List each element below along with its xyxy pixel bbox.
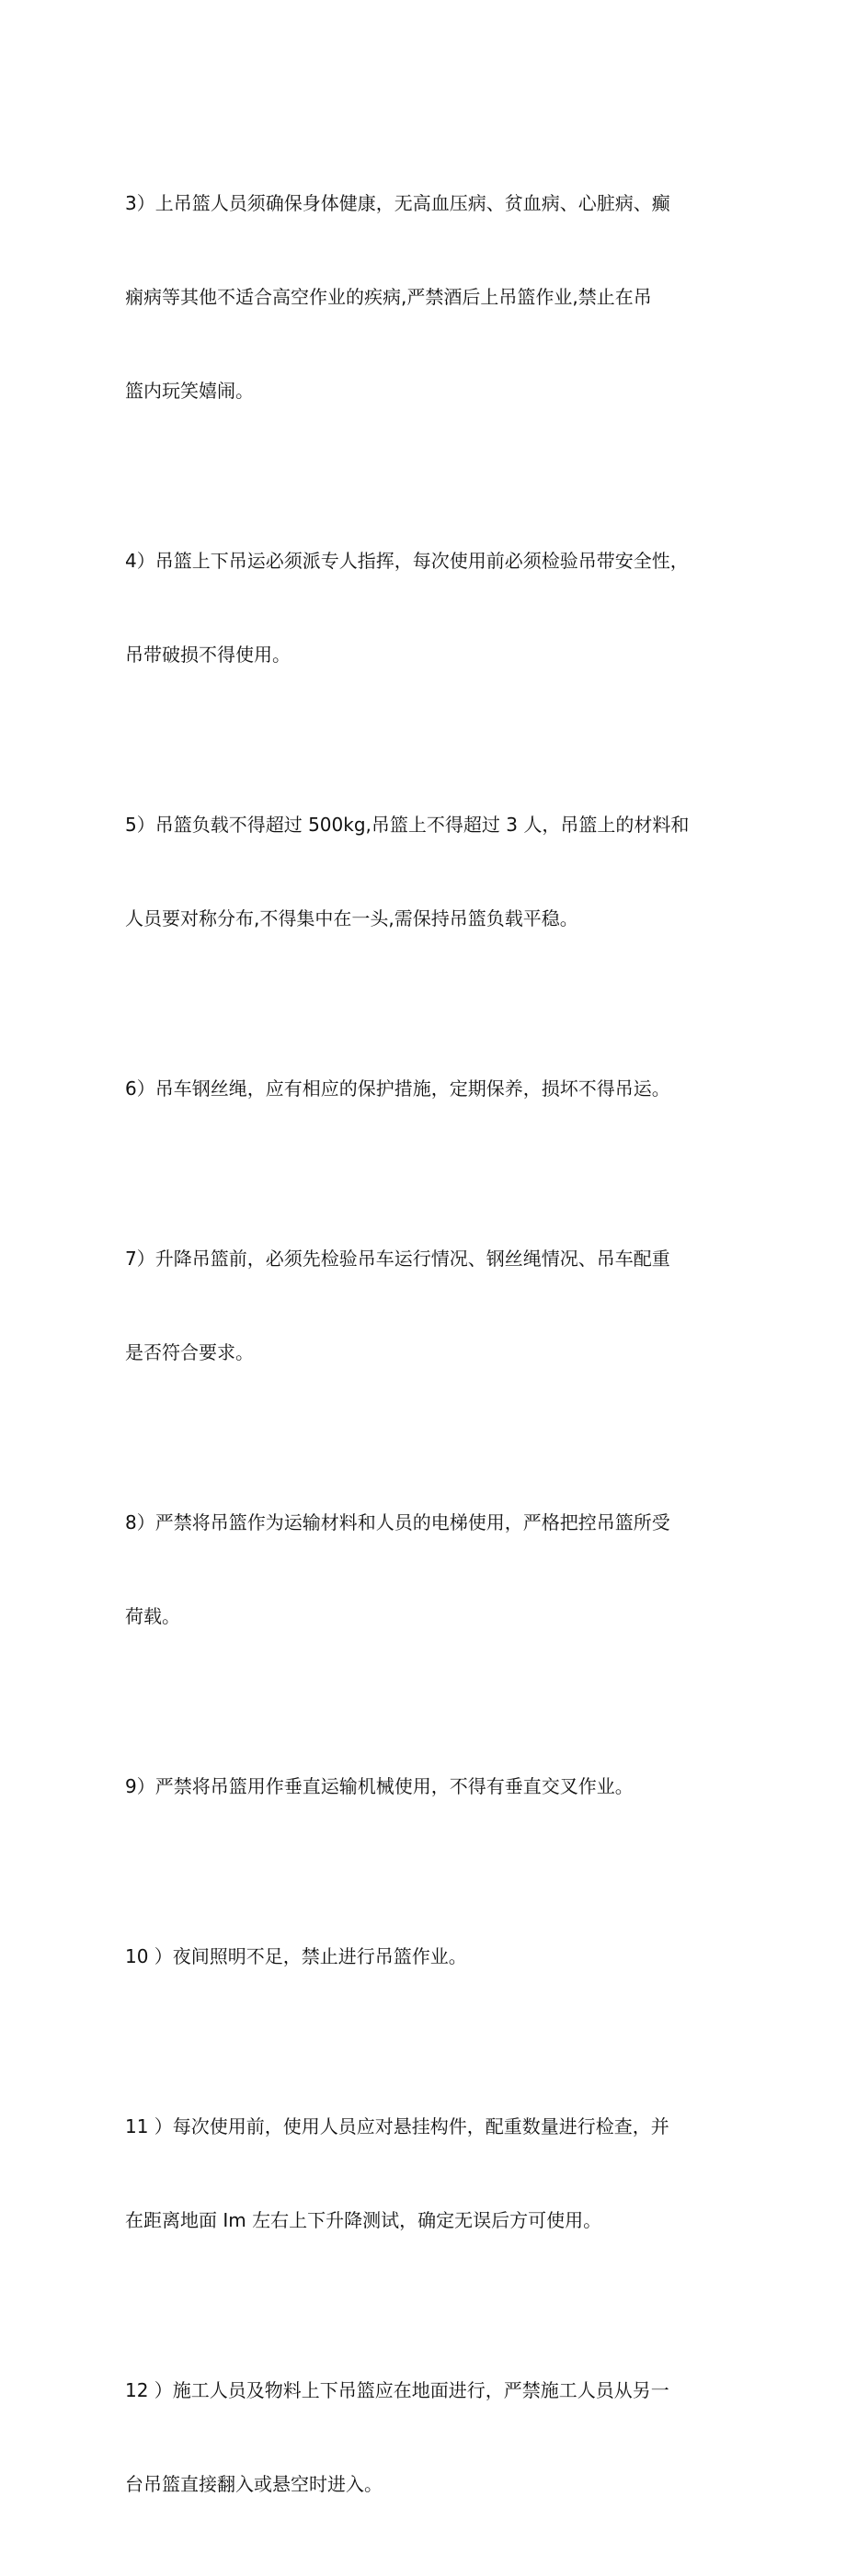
- text-line: 痫病等其他不适合高空作业的疾病,严禁酒后上吊篮作业,禁止在吊: [125, 286, 652, 308]
- paragraph-item-7: [125, 1180, 723, 1430]
- paragraph-item-11: [125, 2048, 723, 2298]
- text-line: 吊带破损不得使用。: [125, 644, 291, 666]
- paragraph-item-4: [125, 483, 723, 733]
- text-line: 篮内玩笑嬉闹。: [125, 380, 254, 402]
- paragraph-item-10: [125, 1878, 723, 2035]
- text-line: 9）严禁将吊篮用作垂直运输机械使用，不得有垂直交叉作业。: [125, 1775, 634, 1797]
- text-line: 8）严禁将吊篮作为运输材料和人员的电梯使用，严格把控吊篮所受: [125, 1511, 670, 1533]
- text-line: 台吊篮直接翻入或悬空时进入。: [125, 2473, 383, 2495]
- text-line: 在距离地面 Im 左右上下升降测试，确定无误后方可使用。: [125, 2209, 602, 2231]
- document-body: [125, 125, 723, 2576]
- text-line: 人员要对称分布,不得集中在一头,需保持吊篮负载平稳。: [125, 907, 578, 929]
- text-line: 荷载。: [125, 1605, 180, 1627]
- text-line: 7）升降吊篮前，必须先检验吊车运行情况、钢丝绳情况、吊车配重: [125, 1248, 670, 1270]
- paragraph-item-3: [125, 125, 723, 469]
- paragraph-item-8: [125, 1444, 723, 1694]
- text-line: 10 ）夜间照明不足，禁止进行吊篮作业。: [125, 1945, 467, 1967]
- text-line: 3）上吊篮人员须确保身体健康，无高血压病、贫血病、心脏病、癫: [125, 192, 670, 214]
- text-line: 12 ）施工人员及物料上下吊篮应在地面进行，严禁施工人员从另一: [125, 2379, 669, 2401]
- paragraph-item-9: [125, 1708, 723, 1864]
- paragraph-item-12: [125, 2312, 723, 2562]
- text-line: 5）吊篮负载不得超过 500kg,吊篮上不得超过 3 人，吊篮上的材料和: [125, 814, 690, 836]
- paragraph-item-5: [125, 747, 723, 997]
- text-line: 11 ）每次使用前，使用人员应对悬挂构件，配重数量进行检查，并: [125, 2115, 669, 2137]
- paragraph-item-6: [125, 1010, 723, 1167]
- text-line: 是否符合要求。: [125, 1341, 254, 1363]
- text-line: 6）吊车钢丝绳，应有相应的保护措施，定期保养，损坏不得吊运。: [125, 1077, 670, 1100]
- text-line: 4）吊篮上下吊运必须派专人指挥，每次使用前必须检验吊带安全性，: [125, 550, 689, 572]
